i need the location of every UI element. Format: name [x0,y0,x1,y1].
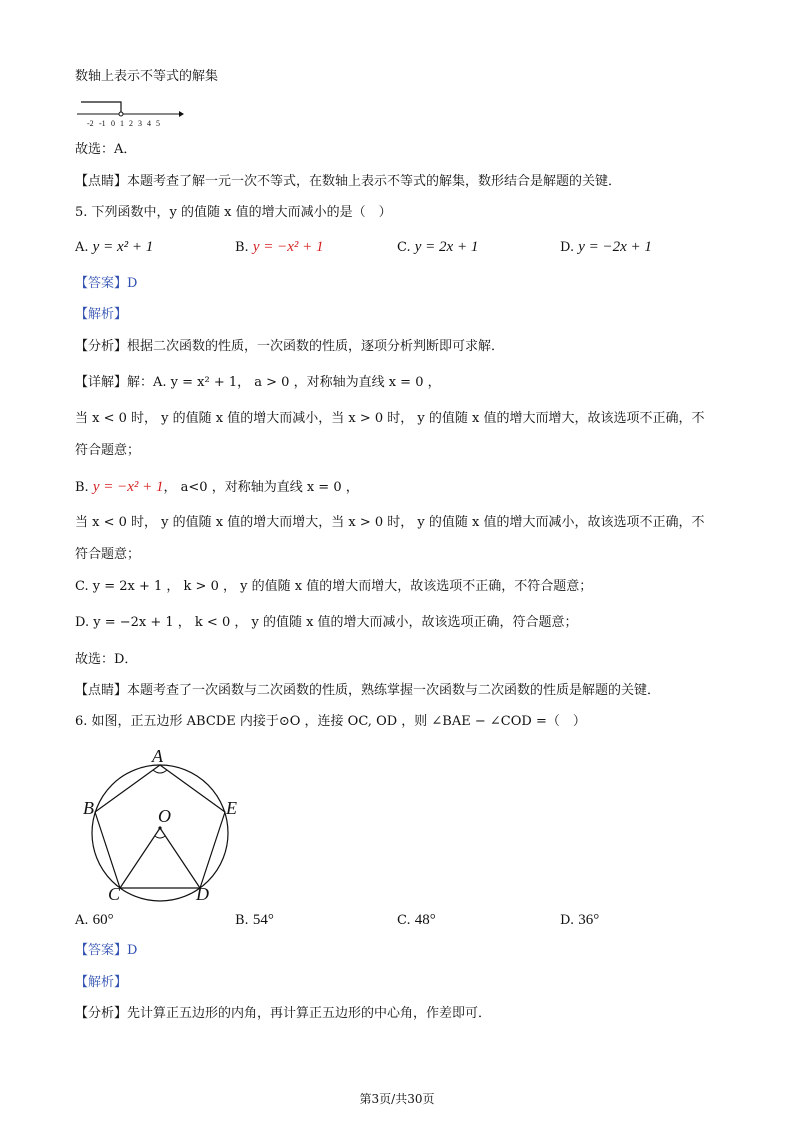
angle-cod-mark [155,836,165,838]
q6-option-a [75,911,114,930]
vertex-label-e: E [226,798,237,818]
vertex-label-b: B [83,798,94,818]
q5-option-a [75,238,153,257]
q5-detail-a3: 符合题意； [75,443,141,458]
q5-detail-a2: 当 x < 0 时， y 的值随 x 值的增大而减小，当 x > 0 时， y 的值随 x 值的增大而增大，故该选项不正确，不 [75,411,705,426]
q6-option-b [235,911,274,930]
solution-ray [81,102,121,114]
q4-choice: 故选：A． [75,142,137,157]
option-value: 60° [92,912,114,928]
number-line-arrow [179,111,184,117]
tick-label: 1 [120,119,124,128]
radii-oc-od [120,828,200,888]
angle-bae-mark [153,770,167,773]
open-point [119,112,123,116]
q5-detail-c: C. y = 2x + 1 ， k > 0 ， y 的值随 x 值的增大而增大，故该选项不正确，不符合题意； [75,579,593,594]
tick-label: -2 [87,119,94,128]
page-footer: 第3页/共30页 [359,1092,435,1106]
option-label: D. [560,240,575,255]
option-label: C. [397,240,411,255]
q5-detail-a1: 【详解】解：A. y = x² + 1， a > 0 ，对称轴为直线 x = 0 ， [75,375,441,390]
center-point [158,826,161,829]
q5-detail-b1 [75,478,359,497]
q6-analysis: 【分析】先计算正五边形的内角，再计算正五边形的中心角，作差即可． [75,1006,492,1021]
option-label: D. [560,913,575,928]
q5-analysis: 【分析】根据二次函数的性质，一次函数的性质，逐项分析判断即可求解． [75,339,505,354]
option-value: 54° [252,912,274,928]
intro-text: 数轴上表示不等式的解集 [75,69,219,84]
q6-option-c [397,911,436,930]
q5-comment: 【点睛】本题考查了一次函数与二次函数的性质，熟练掌握一次函数与二次函数的性质是解题的关键． [75,683,661,698]
circle-o [92,765,228,901]
q4-comment: 【点睛】本题考查了解一元一次不等式，在数轴上表示不等式的解集，数形结合是解题的关键． [75,174,622,189]
number-line-figure [75,98,185,130]
q6-analysis-tag: 【解析】 [75,975,128,990]
detail-b-label: B. [75,480,89,495]
q6-answer: 【答案】D [75,943,138,958]
q5-analysis-tag: 【解析】 [75,307,128,322]
option-value: 48° [414,912,436,928]
tick-label: 0 [111,119,115,128]
tick-label: 5 [156,119,160,128]
detail-b-expr: y = −x² + 1 [92,479,164,495]
option-label: B. [235,240,249,255]
q6-stem: 6. 如图，正五边形 ABCDE 内接于⊙O ，连接 OC, OD ，则 ∠BAE − ∠COD =（ ） [75,714,586,729]
vertex-label-d: D [196,884,209,904]
tick-label: -1 [99,119,106,128]
vertex-label-c: C [108,884,121,904]
tick-label: 2 [129,119,133,128]
q5-detail-b3: 符合题意； [75,547,141,562]
option-label: C. [397,913,411,928]
pentagon-circle-figure [80,748,250,908]
option-expr: y = −2x + 1 [578,239,652,255]
q5-stem: 5. 下列函数中，y 的值随 x 值的增大而减小的是（ ） [75,205,392,220]
vertex-label-a: A [152,748,163,766]
q5-detail-d: D. y = −2x + 1 ， k < 0 ， y 的值随 x 值的增大而减小，故该选项正确，符合题意； [75,615,578,630]
option-value: 36° [578,912,600,928]
option-label: B. [235,913,249,928]
q5-option-d [560,238,652,257]
q5-option-c [397,238,478,257]
detail-b-rest: ， a<0 ，对称轴为直线 x = 0 ， [163,480,359,495]
q6-option-d [560,911,599,930]
option-expr: y = −x² + 1 [252,239,324,255]
option-expr: y = 2x + 1 [414,239,479,255]
center-label-o: O [158,806,171,826]
option-label: A. [75,913,89,928]
q5-detail-b2: 当 x < 0 时， y 的值随 x 值的增大而增大，当 x > 0 时， y 的值随 x 值的增大而减小，故该选项不正确，不 [75,515,705,530]
tick-label: 4 [147,119,151,128]
option-expr: y = x² + 1 [92,239,154,255]
option-label: A. [75,240,89,255]
q5-choice: 故选：D． [75,652,138,667]
q5-answer: 【答案】D [75,276,138,291]
q5-option-b [235,238,324,257]
tick-label: 3 [138,119,142,128]
